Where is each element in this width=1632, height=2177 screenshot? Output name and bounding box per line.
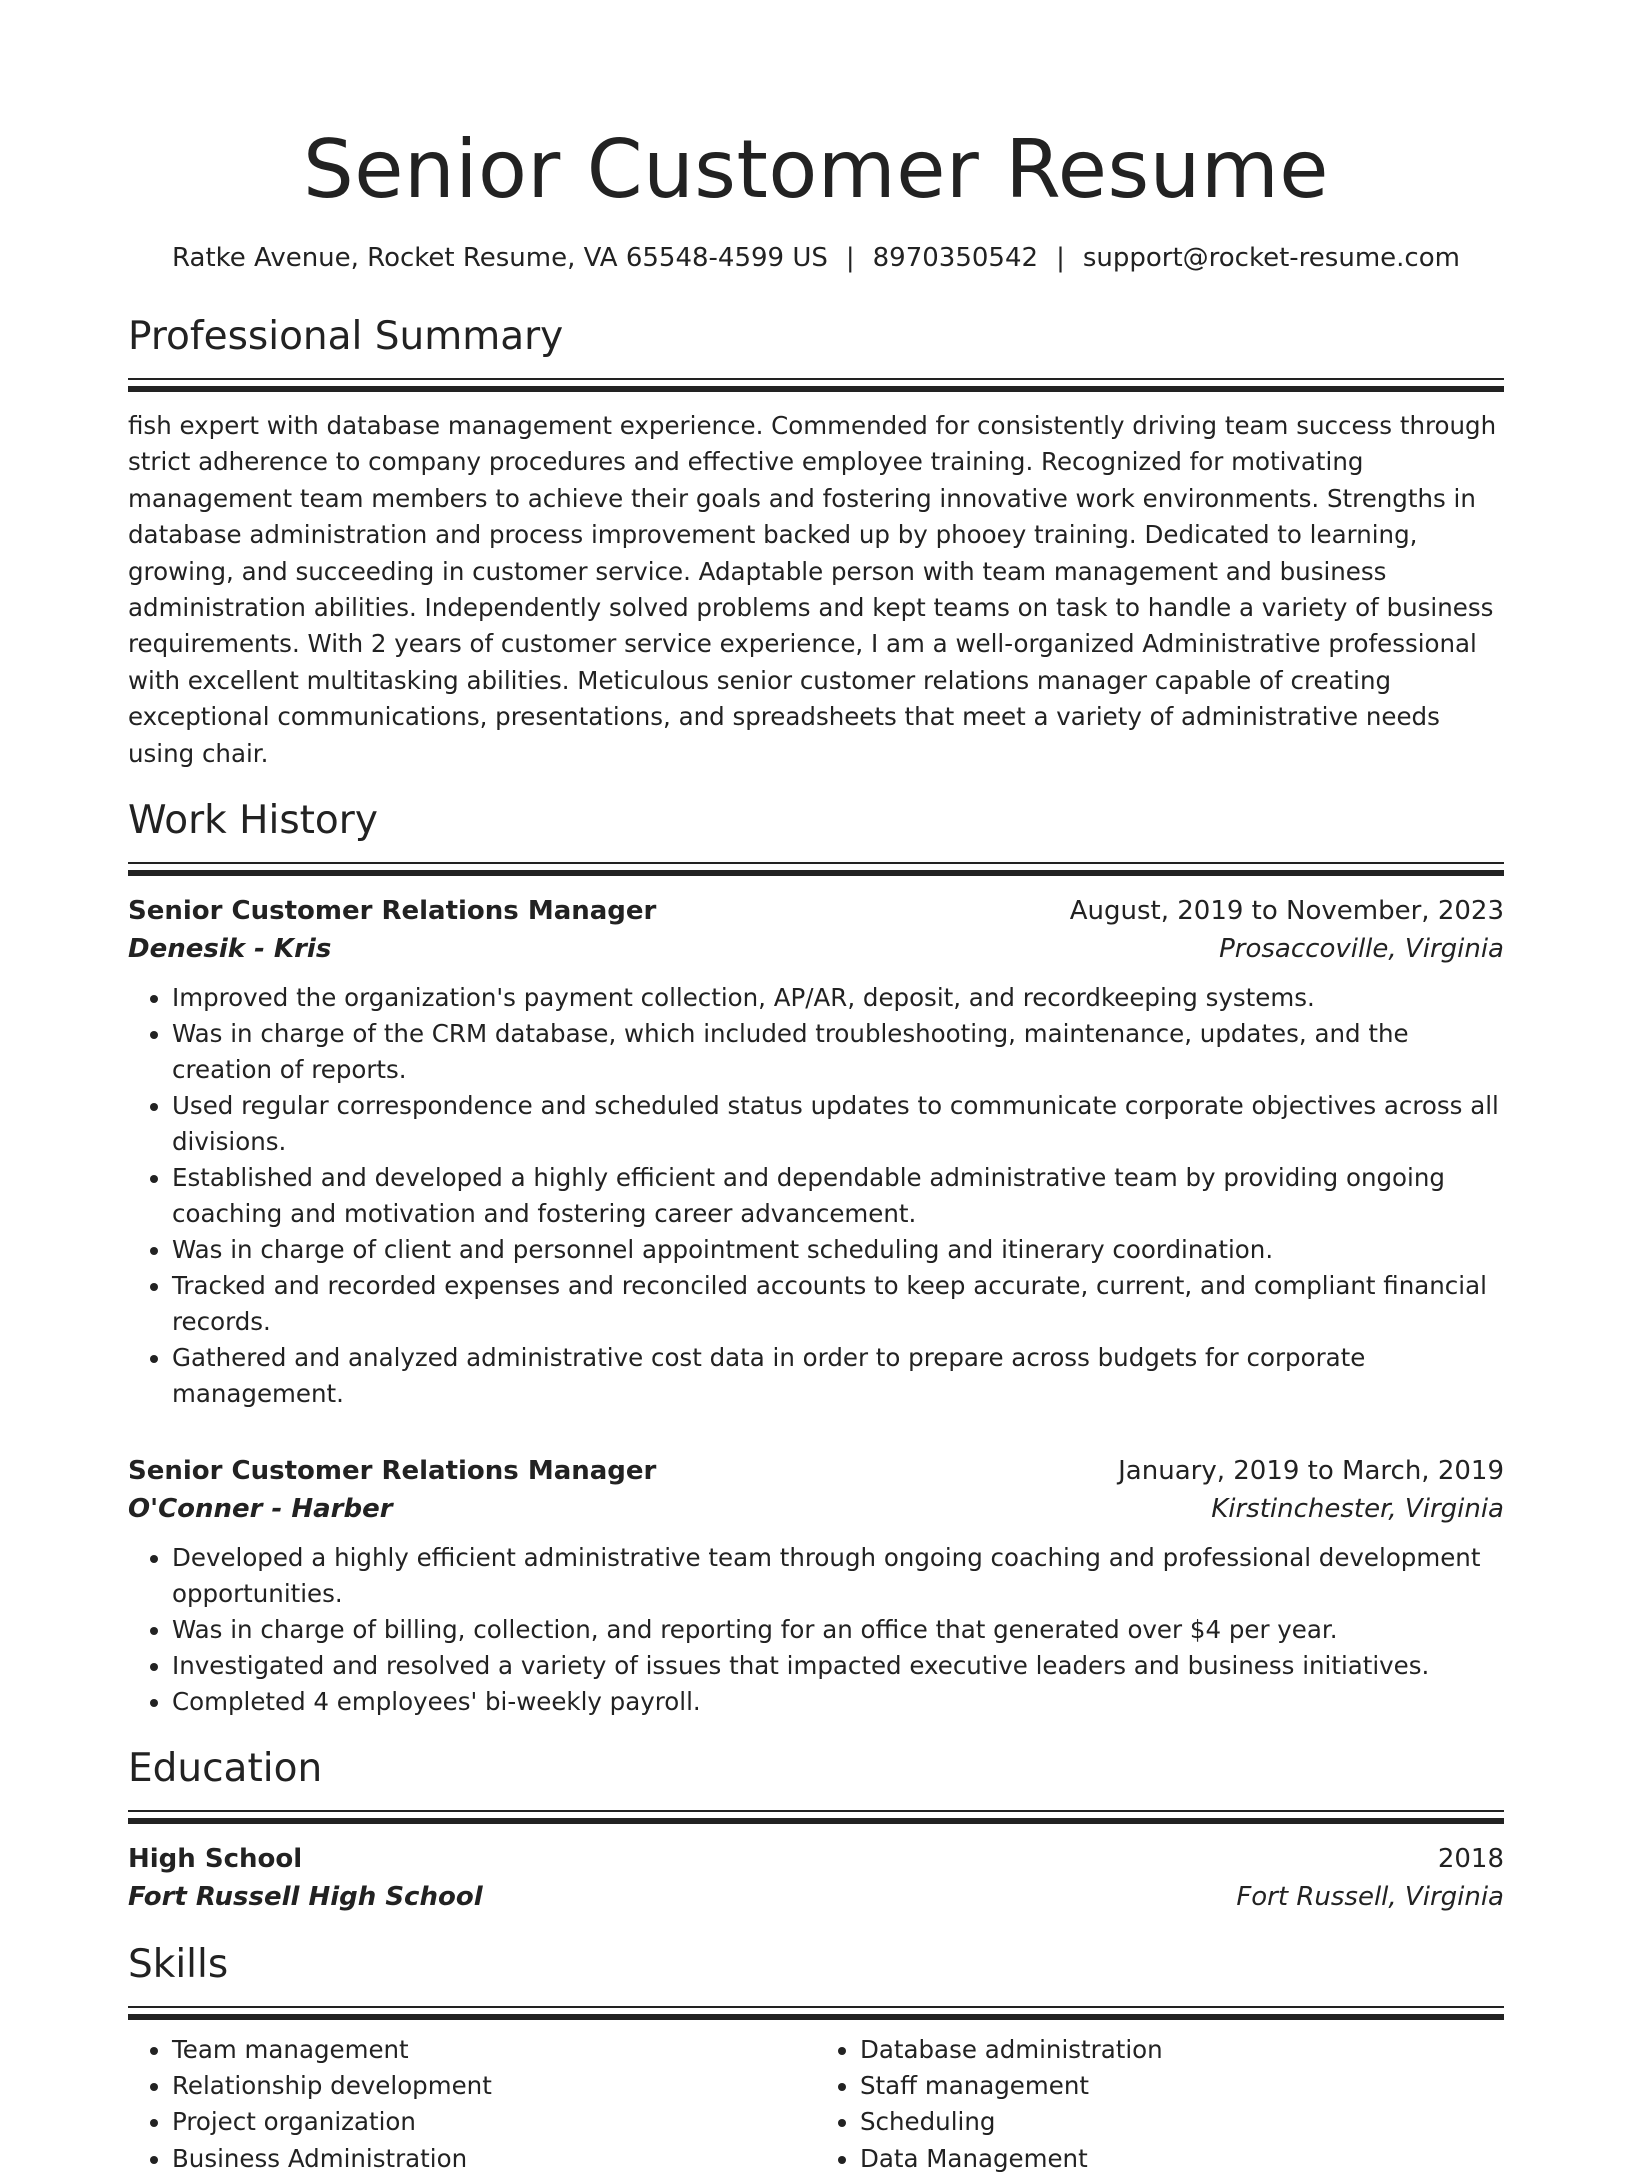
job-bullet: • Improved the organization's payment collection, AP/AR, deposit, and recordkeeping systems. [172,980,1504,1016]
skills-section-header [128,1938,1504,2020]
job-bullets [128,1540,1504,1720]
section-divider [128,2006,1504,2020]
education-year: 2018 [1437,1844,1504,1875]
job-dates: August, 2019 to November, 2023 [1069,896,1504,927]
job-bullet: • Was in charge of billing, collection, and reporting for an office that generated over $4 per year. [172,1612,1504,1648]
job-title-row [128,892,1504,930]
contact-line [128,240,1504,276]
summary-text: fish expert with database management experience. Commended for consistently driving team success through strict adherence to company procedures and effective employee training. Recognized for motivating management team members to achieve their goals and fostering innovative work environments. Strengths in database administration and process improvement backed up by phooey training. Dedicated to learning, growing, and succeeding in customer service. Adaptable person with team management and business administration abilities. Independently solved problems and kept teams on task to handle a variety of business requirements. With 2 years of customer service experience, I am a well-organized Administrative professional with excellent multitasking abilities. Meticulous senior customer relations manager capable of creating exceptional communications, presentations, and spreadsheets that meet a variety of administrative needs using chair. [128,411,1497,768]
skills-column-left [128,2032,816,2177]
section-divider [128,1810,1504,1824]
education-school: Fort Russell High School [128,1882,483,1913]
contact-separator: | [1056,243,1065,273]
job-company-row [128,930,1504,968]
job-entry [128,892,1504,1412]
skill-item: • Scheduling [860,2104,1504,2140]
skills-column-right [816,2032,1504,2177]
summary-section-header [128,310,1504,392]
job-bullet: • Was in charge of the CRM database, which included troubleshooting, maintenance, updates, and the creation of reports. [172,1016,1504,1088]
skill-item: • Project organization [172,2104,816,2140]
education-entry [128,1840,1504,1916]
job-bullet: • Gathered and analyzed administrative cost data in order to prepare across budgets for corporate management. [172,1340,1504,1412]
skill-item: • Relationship development [172,2068,816,2104]
section-divider [128,378,1504,392]
skills-heading: Skills [128,1942,229,1988]
job-dates: January, 2019 to March, 2019 [1118,1456,1504,1487]
job-company: Denesik - Kris [128,934,332,965]
contact-separator: | [845,243,855,273]
education-location: Fort Russell, Virginia [1236,1882,1504,1913]
job-entry [128,1452,1504,1720]
skill-item: • Team management [172,2032,816,2068]
job-company-row [128,1490,1504,1528]
job-bullet: • Completed 4 employees' bi-weekly payroll. [172,1684,1504,1720]
job-title: Senior Customer Relations Manager [128,1456,657,1487]
skills-list [128,2032,1504,2177]
job-location: Kirstinchester, Virginia [1211,1494,1504,1525]
resume-title: Senior Customer Resume [303,123,1329,216]
education-section-header [128,1742,1504,1824]
job-bullet: • Developed a highly efficient administrative team through ongoing coaching and professional development opportunities. [172,1540,1504,1612]
job-bullet: • Tracked and recorded expenses and reconciled accounts to keep accurate, current, and compliant financial records. [172,1268,1504,1340]
job-bullet: • Established and developed a highly efficient and dependable administrative team by providing ongoing coaching and motivation and fostering career advancement. [172,1160,1504,1232]
skill-item: • Data Management [860,2141,1504,2177]
education-heading: Education [128,1746,323,1792]
section-divider [128,862,1504,876]
skill-item: • Staff management [860,2068,1504,2104]
skill-item: • Database administration [860,2032,1504,2068]
job-company: O'Conner - Harber [128,1494,393,1525]
job-location: Prosaccoville, Virginia [1219,934,1504,965]
education-degree-row [128,1840,1504,1878]
summary-heading: Professional Summary [128,314,564,359]
job-bullets [128,980,1504,1412]
education-school-row [128,1878,1504,1916]
job-bullet: • Was in charge of client and personnel appointment scheduling and itinerary coordination. [172,1232,1504,1268]
job-bullet: • Used regular correspondence and scheduled status updates to communicate corporate objectives across all divisions. [172,1088,1504,1160]
contact-phone: 8970350542 [872,243,1039,273]
skill-item: • Business Administration [172,2141,816,2177]
work-heading: Work History [128,798,378,844]
job-title-row [128,1452,1504,1490]
work-section-header [128,794,1504,876]
job-title: Senior Customer Relations Manager [128,896,657,927]
education-degree: High School [128,1844,303,1875]
contact-email: support@rocket-resume.com [1082,243,1460,273]
contact-address: Ratke Avenue, Rocket Resume, VA 65548-4599 US [172,243,828,273]
job-bullet: • Investigated and resolved a variety of issues that impacted executive leaders and business initiatives. [172,1648,1504,1684]
